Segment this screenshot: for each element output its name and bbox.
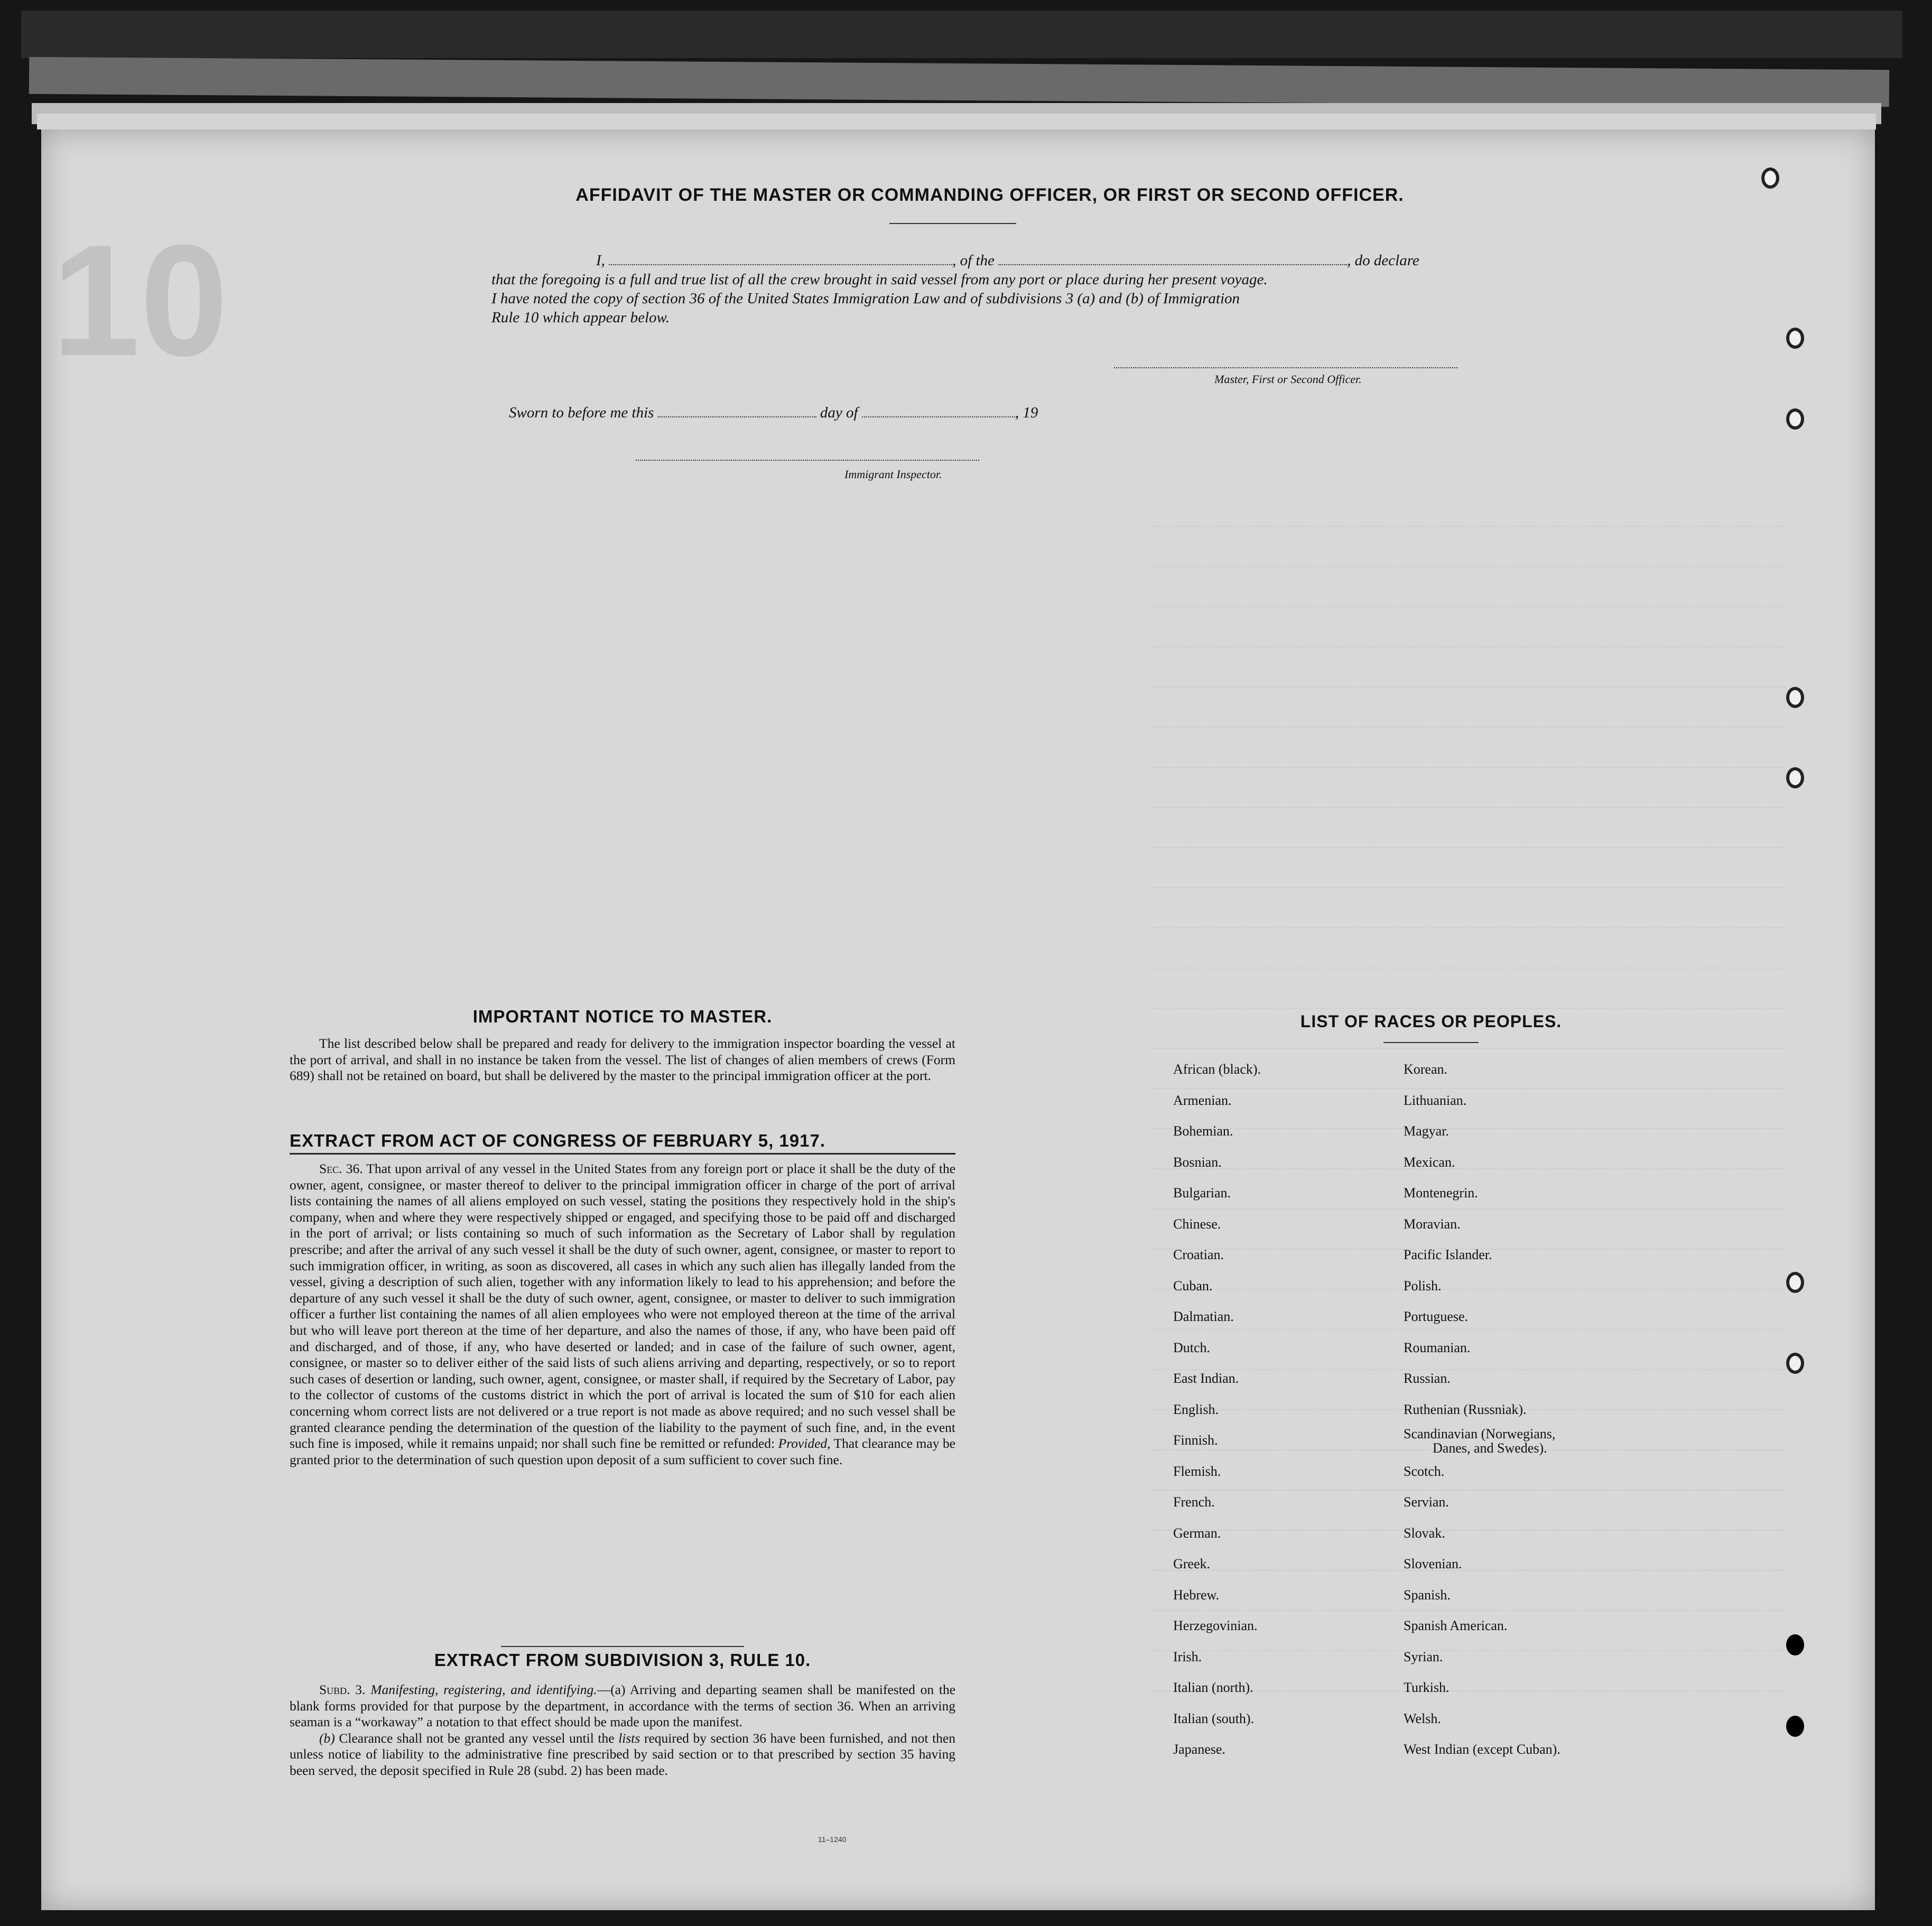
- race-item: Greek.: [1173, 1556, 1211, 1571]
- race-item: Armenian.: [1173, 1092, 1232, 1108]
- rule-extract-rule: [501, 1646, 744, 1647]
- subd-label: Subd. 3.: [319, 1682, 366, 1697]
- race-item: Slovenian.: [1404, 1556, 1462, 1571]
- inspector-signature-line[interactable]: [636, 460, 979, 461]
- races-title-rule: [1383, 1042, 1479, 1043]
- page-edge: [29, 57, 1889, 107]
- race-item: Spanish American.: [1404, 1618, 1508, 1633]
- race-item: Spanish.: [1404, 1587, 1451, 1603]
- binder-hole: [1786, 1353, 1804, 1374]
- race-item: Flemish.: [1173, 1463, 1221, 1479]
- manifest-page: [41, 129, 1875, 1910]
- race-item: Moravian.: [1404, 1216, 1461, 1232]
- bleed-through-row: [1151, 767, 1785, 769]
- race-item: Syrian.: [1404, 1649, 1443, 1664]
- race-item: Montenegrin.: [1404, 1185, 1478, 1201]
- name-blank[interactable]: [609, 264, 952, 265]
- race-item: German.: [1173, 1525, 1221, 1541]
- race-item: Pacific Islander.: [1404, 1247, 1492, 1262]
- proviso-text: That clearance may be granted prior to the determination of such question upon deposit of a sum sufficient to cover such fine.: [290, 1436, 956, 1467]
- race-item: Roumanian.: [1404, 1339, 1471, 1355]
- affidavit-title: AFFIDAVIT OF THE MASTER OR COMMANDING OFFICER, OR FIRST OR SECOND OFFICER.: [575, 185, 1404, 205]
- affidavit-line-4: Rule 10 which appear below.: [491, 309, 670, 326]
- declare-do: , do declare: [1347, 252, 1419, 269]
- sworn-prefix: Sworn to before me this: [509, 404, 654, 421]
- binder-hole: [1786, 1272, 1804, 1293]
- bleed-through-row: [1151, 1008, 1785, 1010]
- act-extract-text: [290, 1161, 955, 1468]
- race-item: Russian.: [1404, 1371, 1451, 1386]
- race-item: Italian (south).: [1173, 1710, 1255, 1726]
- binder-hole: [1786, 1634, 1804, 1655]
- race-item: French.: [1173, 1494, 1215, 1510]
- inspector-caption: Immigrant Inspector.: [844, 468, 942, 481]
- races-right-block-a: [1404, 1054, 1561, 1425]
- master-caption: Master, First or Second Officer.: [1214, 373, 1362, 386]
- rule-para-b: [290, 1730, 955, 1779]
- bleed-through-row: [1151, 686, 1785, 688]
- race-item: Ruthenian (Russniak).: [1404, 1401, 1527, 1417]
- bleed-through-row: [1151, 1048, 1785, 1050]
- race-item: African (black).: [1173, 1062, 1261, 1077]
- bleed-through-row: [1151, 526, 1785, 528]
- sworn-date-blank[interactable]: [658, 416, 816, 417]
- race-item: Herzegovinian.: [1173, 1618, 1258, 1633]
- binder-hole: [1786, 408, 1804, 430]
- races-right-block-b: [1404, 1456, 1561, 1765]
- race-item: Finnish.: [1173, 1432, 1218, 1448]
- sec-label: Sec. 36.: [319, 1161, 363, 1176]
- affidavit-declare-line: [596, 252, 1419, 269]
- binder-hole: [1786, 1716, 1804, 1737]
- page-edge: [21, 11, 1902, 58]
- race-item: Hebrew.: [1173, 1587, 1220, 1603]
- race-item: Scotch.: [1404, 1463, 1445, 1479]
- binder-hole: [1786, 328, 1804, 349]
- race-item: Polish.: [1404, 1278, 1442, 1294]
- race-item: Welsh.: [1404, 1710, 1441, 1726]
- declare-of-the: , of the: [952, 252, 995, 269]
- para-a-label: —(a): [597, 1682, 626, 1697]
- bleed-through-row: [1151, 727, 1785, 729]
- race-item: Magyar.: [1404, 1123, 1449, 1139]
- bleed-through-row: [1151, 566, 1785, 568]
- notice-text: [290, 1036, 955, 1084]
- binder-hole: [1786, 687, 1804, 708]
- rule-para-a: [290, 1682, 955, 1730]
- declare-i: I,: [596, 252, 605, 269]
- para-b-lists: lists: [618, 1730, 640, 1746]
- binder-hole: [1761, 168, 1779, 189]
- race-item: West Indian (except Cuban).: [1404, 1742, 1561, 1757]
- race-item: Cuban.: [1173, 1278, 1213, 1294]
- bleed-through-row: [1151, 887, 1785, 889]
- race-item: Japanese.: [1173, 1742, 1225, 1757]
- sworn-line: [509, 404, 1038, 422]
- affidavit-line-2: that the foregoing is a full and true list of all the crew brought in said vessel from any port or place during her present voyage.: [491, 271, 1268, 288]
- bleed-through-row: [1151, 967, 1785, 970]
- affidavit-line-3: I have noted the copy of section 36 of the United States Immigration Law and of subdivisions 3 (a) and (b) of Immigration: [491, 290, 1240, 307]
- rule-extract-text: [290, 1682, 955, 1779]
- race-item: Slovak.: [1404, 1525, 1445, 1541]
- race-item: English.: [1173, 1401, 1219, 1417]
- sworn-month-blank[interactable]: [862, 416, 1015, 417]
- race-item: Italian (north).: [1173, 1680, 1253, 1695]
- races-title: LIST OF RACES OR PEOPLES.: [1300, 1012, 1562, 1031]
- race-item: Turkish.: [1404, 1680, 1450, 1695]
- bleed-through-row: [1151, 807, 1785, 809]
- notice-title: IMPORTANT NOTICE TO MASTER.: [472, 1007, 773, 1026]
- races-left-column: [1173, 1054, 1261, 1765]
- page-edge: [37, 114, 1876, 129]
- race-item: Korean.: [1404, 1062, 1448, 1077]
- race-item: Portuguese.: [1404, 1309, 1469, 1324]
- race-item: Servian.: [1404, 1494, 1449, 1510]
- subd-heading: Manifesting, registering, and identifying.: [370, 1682, 597, 1697]
- bleed-through-numeral: 10: [52, 211, 228, 389]
- proviso-word: Provided,: [778, 1436, 831, 1452]
- race-item: Bulgarian.: [1173, 1185, 1231, 1201]
- bleed-through-row: [1151, 847, 1785, 849]
- notice-paragraph: The list described below shall be prepared and ready for delivery to the immigration inspector boarding the vessel at the port of arrival, and shall in no instance be taken from the vessel. The list of changes of alien members of crews (Form 689) shall not be retained on board, but shall be delivered by the master to the principal immigration officer at the port.: [290, 1036, 955, 1084]
- para-b-label: (b): [319, 1730, 335, 1746]
- race-item: Lithuanian.: [1404, 1092, 1467, 1108]
- para-b-text-1: Clearance shall not be granted any vessel until the: [339, 1730, 615, 1746]
- sworn-year: , 19: [1015, 404, 1038, 421]
- race-item: Bohemian.: [1173, 1123, 1233, 1139]
- form-number: 11–1240: [818, 1835, 847, 1844]
- vessel-blank[interactable]: [998, 264, 1347, 265]
- sworn-day: day of: [820, 404, 858, 421]
- race-item: Dalmatian.: [1173, 1309, 1234, 1324]
- act-paragraph: [290, 1161, 955, 1468]
- bleed-through-row: [1151, 606, 1785, 608]
- races-right-column: [1404, 1054, 1561, 1765]
- bleed-through-row: [1151, 927, 1785, 929]
- para-a-text: Arriving and departing seamen shall be manifested on the blank forms provided for that purpose by the department, in accordance with the terms of section 36. When an arriving seaman is a “workaway” a notation to that effect should be made upon the manifest.: [290, 1682, 956, 1730]
- race-item: Croatian.: [1173, 1247, 1224, 1262]
- affidavit-title-rule: [889, 223, 1016, 224]
- race-item: Dutch.: [1173, 1339, 1211, 1355]
- binder-hole: [1786, 767, 1804, 788]
- race-item: East Indian.: [1173, 1371, 1239, 1386]
- race-item: Chinese.: [1173, 1216, 1221, 1232]
- race-item: Irish.: [1173, 1649, 1202, 1664]
- race-scandinavian-line-1: Scandinavian (Norwegians,: [1404, 1426, 1556, 1441]
- sec-text: That upon arrival of any vessel in the United States from any foreign port or place it shall be the duty of the owner, agent, consignee, or master thereof to deliver to the principal immigration officer in charge of the port of arrival lists containing the names of all aliens employed on such vessel, stating the positions they respectively hold in the ship's company, when and where they were respectively shipped or engaged, and specifying those to be paid off and discharged in the port of arrival; or lists containing so much of such information as the Secretary of Labor shall by regulation prescribe; and after the arrival of any such vessel it shall be the duty of such owner, agent, consignee, or master to report to such immigration officer, in writing, as soon as discovered, all cases in which any such alien has illegally landed from the vessel, giving a description of such alien, together with any information likely to lead to his apprehension; and before the departure of any such vessel it shall be the duty of such owner, agent, consignee, or master to deliver to such immigration officer a further list containing the names of all alien employees who were not employed thereon at the time of the arrival but who will leave port thereon at the time of her departure, and also the names of those, if any, who have been paid off and discharged, and of those, if any, who have deserted or landed; and in case of the failure of such owner, agent, consignee, or master so to deliver either of the said lists of such aliens arriving and departing, respectively, or so to report such cases of desertion or landing, such owner, agent, consignee, or master shall, if required by the Secretary of Labor, pay to the collector of customs of the customs district in which the port of arrival is located the sum of $10 for each alien concerning whom correct lists are not delivered or a true report is not made as above required; and no such vessel shall be granted clearance pending the determination of the question of the liability to the payment of such fine, and, in the event such fine is imposed, while it remains unpaid; nor shall such fine be remitted or refunded:: [290, 1161, 956, 1452]
- race-scandinavian-line-2: Danes, and Swedes).: [1433, 1440, 1547, 1456]
- rule-extract-title: EXTRACT FROM SUBDIVISION 3, RULE 10.: [434, 1650, 811, 1670]
- act-extract-title: EXTRACT FROM ACT OF CONGRESS OF FEBRUARY 5, 1917.: [290, 1131, 955, 1155]
- para-b-text-2: required by section 36 have been furnished, and not then unless notice of liability to the administrative fine prescribed by said section or to that prescribed by section 35 having been served, the deposit specified in Rule 28 (subd. 2) has been made.: [290, 1730, 956, 1778]
- master-signature-line[interactable]: [1114, 367, 1457, 368]
- race-item: Bosnian.: [1173, 1154, 1222, 1170]
- race-item: Mexican.: [1404, 1154, 1455, 1170]
- race-item-scandinavian: [1404, 1425, 1561, 1456]
- bleed-through-row: [1151, 646, 1785, 648]
